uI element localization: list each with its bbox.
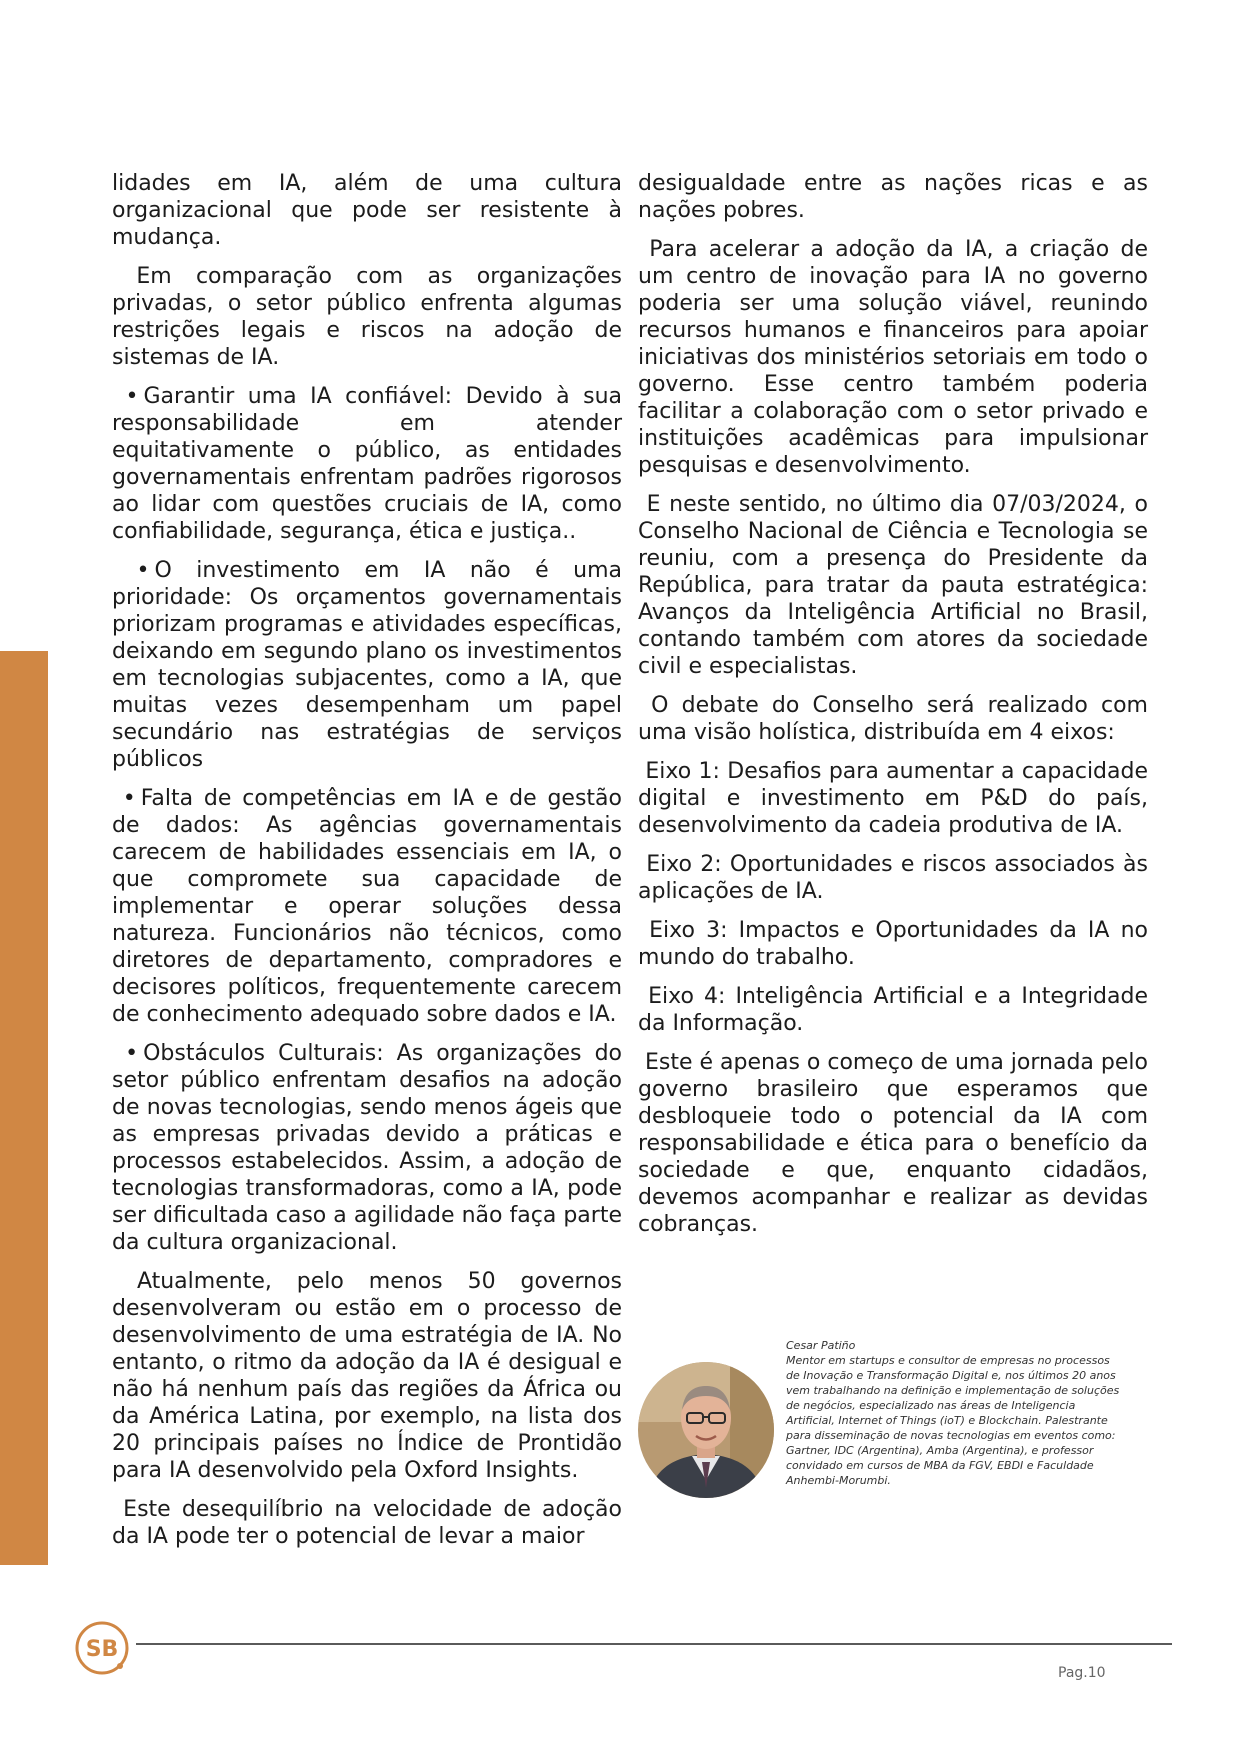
paragraph: Eixo 4: Inteligência Artificial e a Integridade da Informação. [638, 984, 1148, 1036]
author-photo [638, 1362, 774, 1498]
author-caption [786, 1338, 1126, 1488]
paragraph: desigualdade entre as nações ricas e as nações pobres. [638, 171, 1148, 223]
bullet-paragraph: • O investimento em IA não é uma prioridade: Os orçamentos governamentais priorizam programas e atividades específicas, deixando em segundo plano os investimentos em tecnologias subjacentes, como a IA, que muitas vezes desempenham um papel secundário nas estratégias de serviços públicos [112, 558, 622, 772]
logo-text: SB [85, 1637, 119, 1662]
paragraph: lidades em IA, além de uma cultura organizacional que pode ser resistente à mudança. [112, 171, 622, 250]
bullet-icon: • [122, 786, 136, 811]
footer-rule [136, 1643, 1172, 1645]
paragraph: E neste sentido, no último dia 07/03/2024, o Conselho Nacional de Ciência e Tecnologia se reuniu, com a presença do Presidente da República, para tratar da pauta estratégica: Avanços da Inteligência Artificial no Brasil, contando também com atores da sociedade civil e especialistas. [638, 492, 1148, 679]
author-box [638, 1338, 1148, 1498]
bullet-icon: • [125, 384, 139, 409]
author-bio: Mentor em startups e consultor de empresas no processos de Inovação e Transformação Digital e, nos últimos 20 anos vem trabalhando na definição e implementação de soluções de negócios, especializado nas áreas de Inteligencia Artificial, Internet of Things (ioT) e Blockchain. Palestrante para disseminação de novas tecnologias em eventos como: Gartner, IDC (Argentina), Amba (Argentina), e professor convidado em cursos de MBA da FGV, EBDI e Faculdade Anhembi-Morumbi. [786, 1354, 1120, 1487]
bullet-icon: • [125, 1041, 139, 1066]
paragraph: Este desequilíbrio na velocidade de adoção da IA pode ter o potencial de levar a maior [112, 1497, 622, 1549]
paragraph: Eixo 3: Impactos e Oportunidades da IA no mundo do trabalho. [638, 918, 1148, 970]
right-text-column [638, 170, 1148, 1250]
bullet-paragraph: • Garantir uma IA confiável: Devido à sua responsabilidade em atender equitativamente o público, as entidades governamentais enfrentam padrões rigorosos ao lidar com questões cruciais de IA, como confiabilidade, segurança, ética e justiça.. [112, 384, 622, 544]
bullet-paragraph: • Obstáculos Culturais: As organizações do setor público enfrentam desafios na adoção de novas tecnologias, sendo menos ágeis que as empresas privadas devido a práticas e processos estabelecidos. Assim, a adoção de tecnologias transformadoras, como a IA, pode ser dificultada caso a agilidade não faça parte da cultura organizacional. [112, 1041, 622, 1255]
accent-side-bar [0, 651, 48, 1565]
paragraph: O debate do Conselho será realizado com uma visão holística, distribuída em 4 eixos: [638, 693, 1148, 745]
paragraph: Atualmente, pelo menos 50 governos desenvolveram ou estão em o processo de desenvolvimento de uma estratégia de IA. No entanto, o ritmo da adoção da IA é desigual e não há nenhum país das regiões da África ou da América Latina, por exemplo, na lista dos 20 principais países no Índice de Prontidão para IA desenvolvido pela Oxford Insights. [112, 1269, 623, 1483]
paragraph: Para acelerar a adoção da IA, a criação de um centro de inovação para IA no governo poderia ser uma solução viável, reunindo recursos humanos e financeiros para apoiar iniciativas dos ministérios setoriais em todo o governo. Esse centro também poderia facilitar a colaboração com o setor privado e instituições acadêmicas para impulsionar pesquisas e desenvolvimento. [638, 237, 1148, 478]
paragraph: Eixo 1: Desafios para aumentar a capacidade digital e investimento em P&D do país, desenvolvimento da cadeia produtiva de IA. [638, 759, 1149, 838]
page-number: Pag.10 [1058, 1665, 1106, 1681]
paragraph: Este é apenas o começo de uma jornada pelo governo brasileiro que esperamos que desbloqueie todo o potencial da IA com responsabilidade e ética para o benefício da sociedade e que, enquanto cidadãos, devemos acompanhar e realizar as devidas cobranças. [638, 1050, 1148, 1237]
author-name: Cesar Patiño [786, 1339, 856, 1352]
sb-logo [74, 1620, 130, 1676]
paragraph: Eixo 2: Oportunidades e riscos associados às aplicações de IA. [638, 852, 1148, 904]
bullet-paragraph: • Falta de competências em IA e de gestão de dados: As agências governamentais carecem de habilidades essenciais em IA, o que compromete sua capacidade de implementar e operar soluções dessa natureza. Funcionários não técnicos, como diretores de departamento, compradores e decisores políticos, frequentemente carecem de conhecimento adequado sobre dados e IA. [112, 786, 622, 1027]
paragraph: Em comparação com as organizações privadas, o setor público enfrenta algumas restrições legais e riscos na adoção de sistemas de IA. [112, 264, 622, 370]
left-text-column [112, 170, 622, 1562]
bullet-icon: • [136, 558, 150, 583]
